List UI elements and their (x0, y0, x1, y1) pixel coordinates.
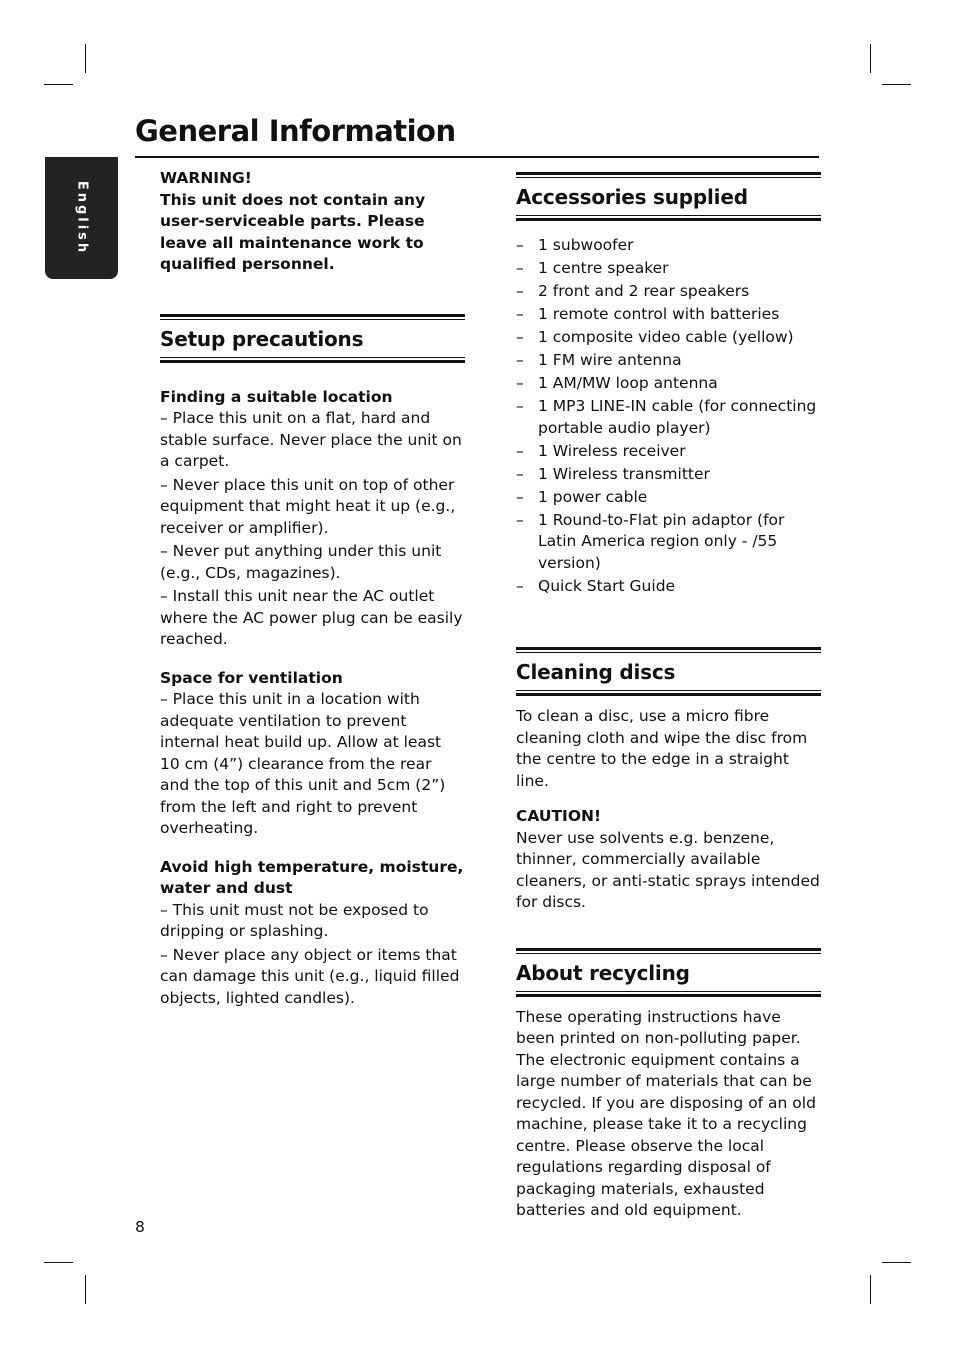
moisture-section (160, 857, 465, 1010)
list-item: – Quick Start Guide (516, 576, 821, 598)
list-item: – 1 remote control with batteries (516, 304, 821, 326)
recycling-heading: About recycling (516, 960, 690, 985)
location-item: – Place this unit on a flat, hard and stable surface. Never place the unit on a carpet. (160, 409, 462, 470)
recycling-text: These operating instructions have been printed on non-polluting paper. The electronic equipment contains a large number of materials that can be recycled. If you are disposing of an old machine, please take it to a recycling centre. Please observe the local regulations regarding disposal of packaging materials, exhausted batteries and old equipment. (516, 1007, 816, 1219)
list-item: – 1 subwoofer (516, 235, 821, 257)
crop-mark (882, 1262, 911, 1263)
list-item: – 1 power cable (516, 487, 821, 509)
cleaning-heading: Cleaning discs (516, 660, 676, 684)
warning-block (160, 168, 465, 276)
moisture-item: – Never place any object or items that can damage this unit (e.g., liquid filled objects, lighted candles). (160, 945, 460, 1007)
list-item: – 2 front and 2 rear speakers (516, 281, 821, 303)
page-title: General Information (135, 114, 456, 148)
location-item: – Install this unit near the AC outlet where the AC power plug can be easily reached. (160, 587, 463, 648)
list-item: – 1 MP3 LINE-IN cable (for connecting portable audio player) (516, 396, 821, 439)
section-heading-setup (160, 306, 465, 373)
right-column (516, 172, 821, 1222)
list-item: – 1 AM/MW loop antenna (516, 373, 821, 395)
crop-mark (44, 1262, 73, 1263)
warning-text: This unit does not contain any user-serviceable parts. Please leave all maintenance work to qualified personnel. (160, 190, 426, 273)
section-heading-recycling (516, 940, 821, 1007)
setup-heading: Setup precautions (160, 326, 364, 351)
list-item: – 1 Wireless receiver (516, 441, 821, 463)
location-item: – Never place this unit on top of other equipment that might heat it up (e.g., receiver or amplifier). (160, 475, 456, 537)
caution-title: CAUTION! (516, 807, 602, 825)
crop-mark (44, 84, 73, 85)
accessories-heading: Accessories supplied (516, 185, 748, 209)
crop-mark (870, 44, 871, 73)
accessories-list (516, 235, 821, 597)
page-number: 8 (135, 1218, 145, 1236)
crop-mark (85, 44, 86, 73)
section-heading-cleaning (516, 639, 821, 706)
title-rule (135, 156, 819, 158)
list-item: – 1 centre speaker (516, 258, 821, 280)
crop-mark (870, 1275, 871, 1304)
left-column (160, 168, 465, 1009)
crop-mark (882, 84, 911, 85)
list-item: – 1 FM wire antenna (516, 350, 821, 372)
language-tab (45, 157, 118, 279)
list-item: – 1 composite video cable (yellow) (516, 327, 821, 349)
list-item: – 1 Wireless transmitter (516, 464, 821, 486)
moisture-item: – This unit must not be exposed to dripping or splashing. (160, 900, 429, 940)
language-tab-label: English (74, 180, 89, 256)
ventilation-section (160, 668, 465, 840)
cleaning-text: To clean a disc, use a micro fibre cleaning cloth and wipe the disc from the centre to the edge in a straight line. (516, 707, 808, 790)
crop-mark (85, 1275, 86, 1304)
section-heading-accessories (516, 172, 821, 231)
location-section (160, 387, 465, 651)
location-heading: Finding a suitable location (160, 387, 393, 406)
moisture-heading: Avoid high temperature, moisture, water and dust (160, 857, 464, 897)
ventilation-heading: Space for ventilation (160, 668, 343, 687)
ventilation-item: – Place this unit in a location with adequate ventilation to prevent internal heat build up. Allow at least 10 cm (4”) clearance from the rear and the top of this unit and 5cm (2”) from the left and right to prevent overheating. (160, 690, 446, 837)
list-item: – 1 Round-to-Flat pin adaptor (for Latin America region only - /55 version) (516, 510, 821, 575)
location-item: – Never put anything under this unit (e.g., CDs, magazines). (160, 542, 442, 582)
warning-title: WARNING! (160, 169, 252, 187)
caution-text: Never use solvents e.g. benzene, thinner, commercially available cleaners, or anti-static sprays intended for discs. (516, 828, 820, 911)
